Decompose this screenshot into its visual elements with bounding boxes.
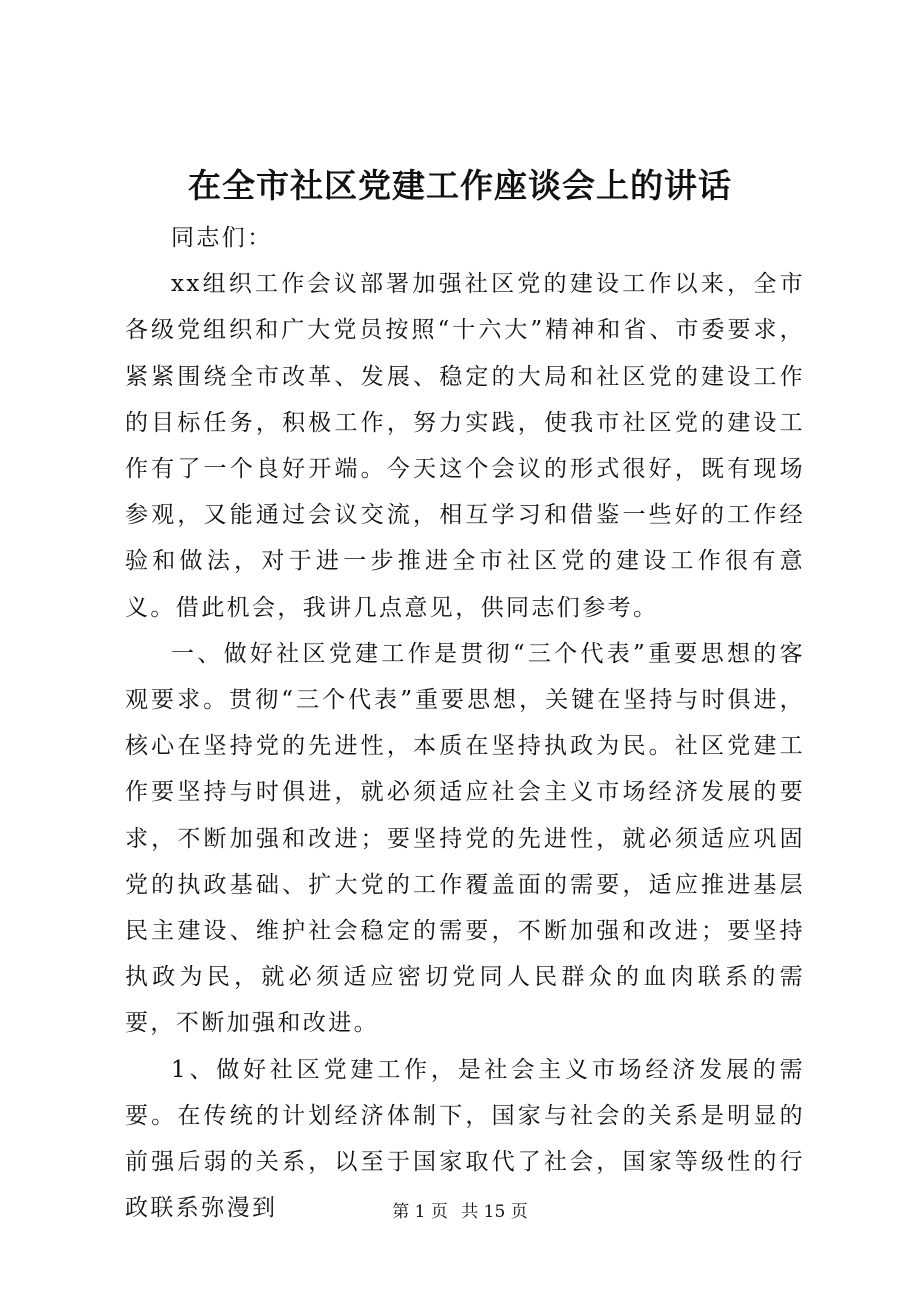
document-body xyxy=(125,215,805,1231)
page-footer xyxy=(0,1200,920,1224)
section-one-paragraph: 一、做好社区党建工作是贯彻“三个代表”重要思想的客观要求。贯彻“三个代表”重要思想，关键在坚持与时俱进，核心在坚持党的先进性，本质在坚持执政为民。社区党建工作要坚持与时俱进，就必须适应社会主义市场经济发展的要求，不断加强和改进；要坚持党的先进性，就必须适应巩固党的执政基础、扩大党的工作覆盖面的需要，适应推进基层民主建设、维护社会稳定的需要，不断加强和改进；要坚持执政为民，就必须适应密切党同人民群众的血肉联系的需要，不断加强和改进。 xyxy=(125,640,805,1037)
document-title: 在全市社区党建工作座谈会上的讲话 xyxy=(188,166,732,205)
point-one-paragraph: 1、做好社区党建工作，是社会主义市场经济发展的需要。在传统的计划经济体制下，国家与社会的关系是明显的前强后弱的关系，以至于国家取代了社会，国家等级性的行政联系弥漫到 xyxy=(125,1056,805,1222)
intro-paragraph: xx组织工作会议部署加强社区党的建设工作以来，全市各级党组织和广大党员按照“十六大”精神和省、市委要求，紧紧围绕全市改革、发展、稳定的大局和社区党的建设工作的目标任务，积极工作，努力实践，使我市社区党的建设工作有了一个良好开端。今天这个会议的形式很好，既有现场参观，又能通过会议交流，相互学习和借鉴一些好的工作经验和做法，对于进一步推进全市社区党的建设工作很有意义。借此机会，我讲几点意见，供同志们参考。 xyxy=(125,271,805,621)
page-number: 第 1 页 xyxy=(392,1202,448,1222)
page-total: 共 15 页 xyxy=(461,1202,528,1222)
salutation-paragraph: 同志们： xyxy=(171,225,273,251)
